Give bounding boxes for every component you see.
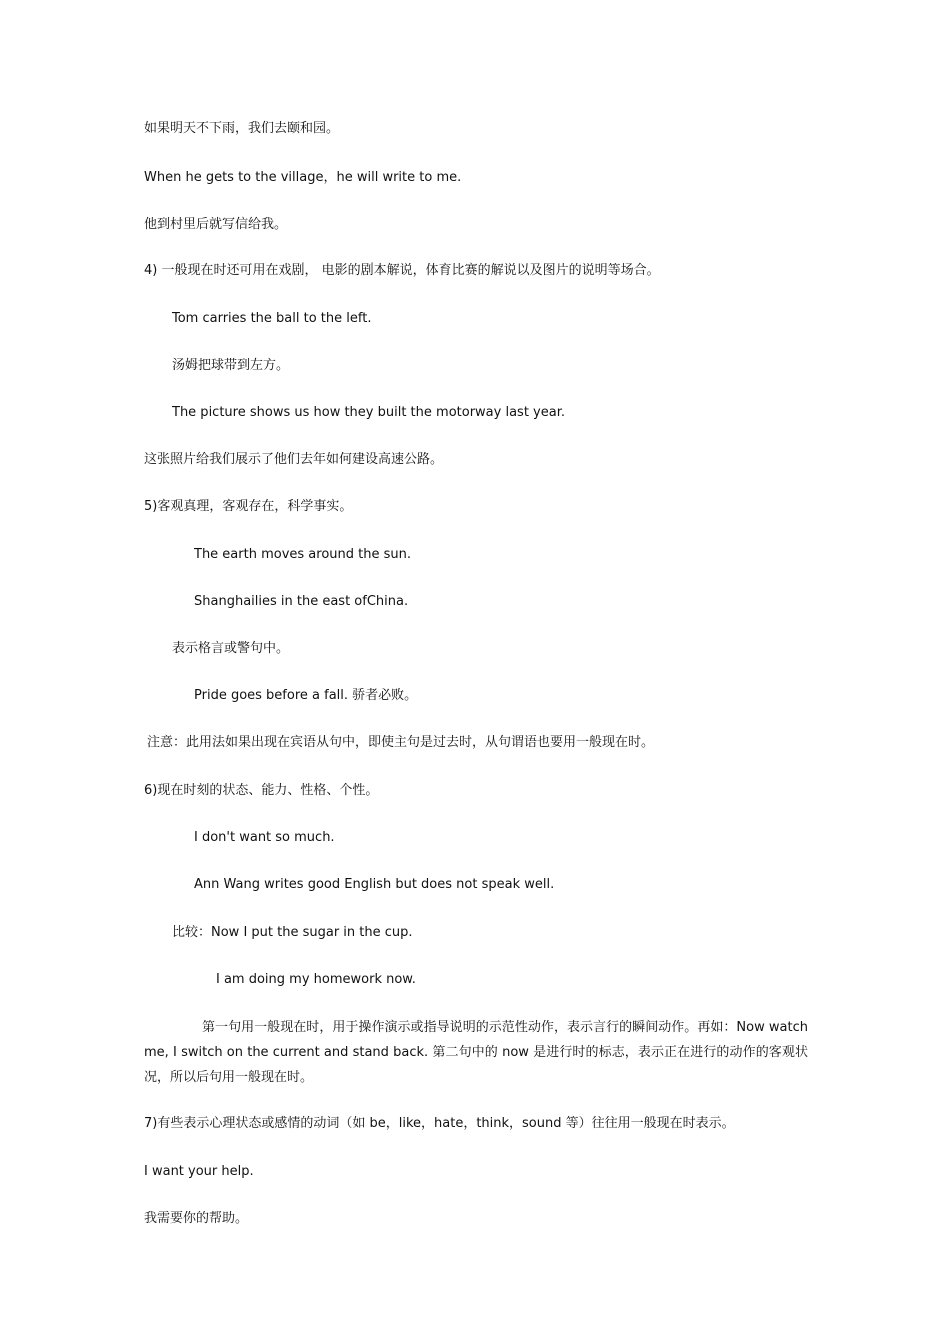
text-line: 4) 一般现在时还可用在戏剧， 电影的剧本解说，体育比赛的解说以及图片的说明等场合。: [144, 263, 660, 278]
text-line: The earth moves around the sun.: [194, 547, 411, 562]
text-line: I don't want so much.: [194, 830, 335, 845]
text-line: I want your help.: [144, 1164, 254, 1179]
text-line: 他到村里后就写信给我。: [144, 217, 288, 232]
text-line: 汤姆把球带到左方。: [172, 358, 290, 373]
text-line: Shanghailies in the east ofChina.: [194, 594, 409, 609]
text-line: 比较：Now I put the sugar in the cup.: [172, 925, 413, 940]
text-line: The picture shows us how they built the motorway last year.: [172, 405, 565, 420]
text-line: 注意：此用法如果出现在宾语从句中，即使主句是过去时，从句谓语也要用一般现在时。: [147, 735, 655, 750]
text-line: When he gets to the village，he will write to me.: [144, 170, 462, 185]
text-line: 我需要你的帮助。: [144, 1211, 249, 1226]
text-line: 如果明天不下雨，我们去颐和园。: [144, 121, 340, 136]
text-line: 表示格言或警句中。: [172, 641, 290, 656]
text-line: I am doing my homework now.: [216, 972, 416, 987]
text-line: Pride goes before a fall. 骄者必败。: [194, 688, 418, 703]
text-line: 6)现在时刻的状态、能力、性格、个性。: [144, 783, 379, 798]
text-line: 这张照片给我们展示了他们去年如何建设高速公路。: [144, 452, 444, 467]
explanation-paragraph: 第一句用一般现在时，用于操作演示或指导说明的示范性动作，表示言行的瞬间动作。再如：Now watch me, I switch on the current and stand back. 第二句中的 now 是进行时的标志，表示正在进行的动作的客观状况，所以后句用一般现在时。: [144, 1020, 808, 1085]
text-line: 5)客观真理，客观存在，科学事实。: [144, 499, 353, 514]
text-line: 7)有些表示心理状态或感情的动词（如 be，like，hate，think，sound 等）往往用一般现在时表示。: [144, 1116, 735, 1131]
text-line: Ann Wang writes good English but does not speak well.: [194, 877, 555, 892]
text-line: Tom carries the ball to the left.: [172, 311, 372, 326]
